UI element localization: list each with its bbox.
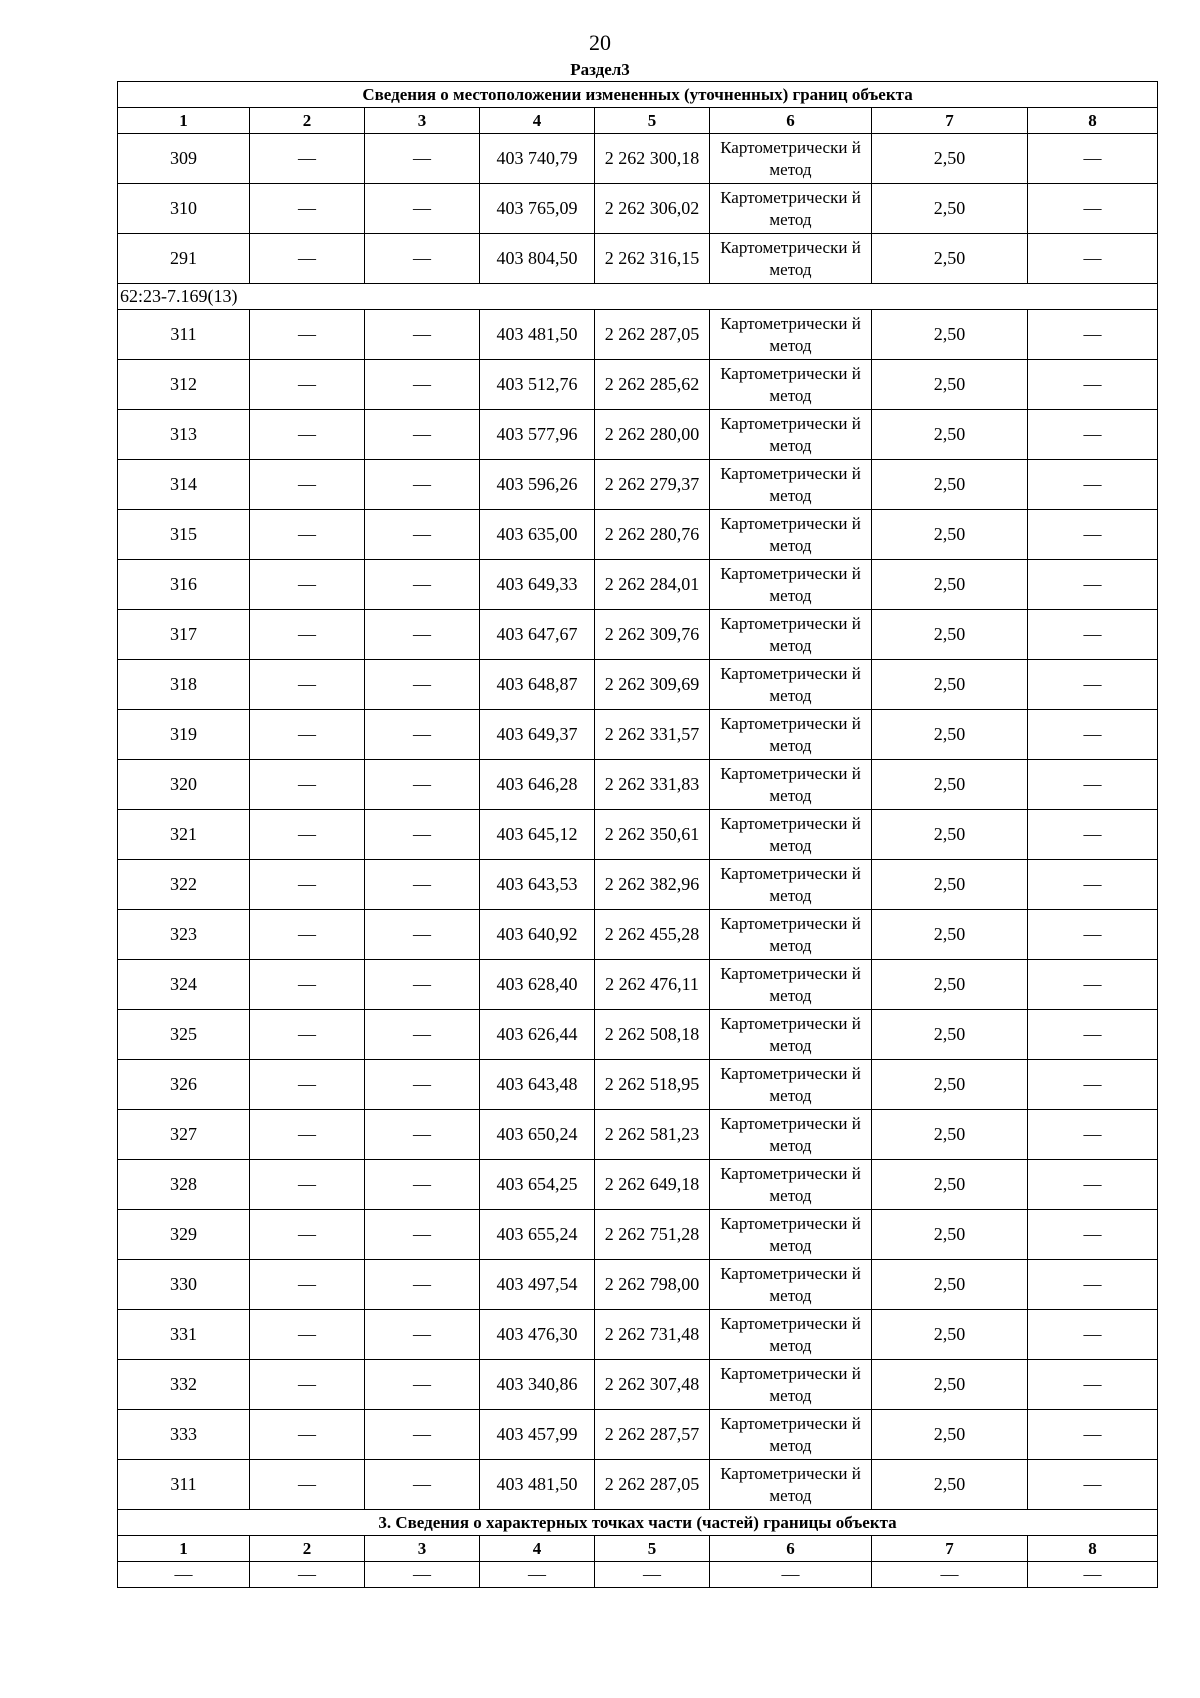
col3-cell: — xyxy=(365,1460,480,1510)
col3-cell: — xyxy=(365,1060,480,1110)
col2-cell: — xyxy=(250,1360,365,1410)
precision-cell: 2,50 xyxy=(872,184,1028,234)
page-number: 20 xyxy=(589,30,611,55)
method-cell: Картометрически й метод xyxy=(710,1060,872,1110)
precision-cell: 2,50 xyxy=(872,410,1028,460)
parts-column-number-3: 3 xyxy=(365,1536,480,1562)
table-row xyxy=(118,610,1158,660)
column-number-5: 5 xyxy=(595,108,710,134)
precision-cell: 2,50 xyxy=(872,560,1028,610)
method-cell: Картометрически й метод xyxy=(710,134,872,184)
table-row xyxy=(118,360,1158,410)
method-cell: Картометрически й метод xyxy=(710,610,872,660)
col8-cell: — xyxy=(1028,234,1158,284)
y-coordinate-cell: 2 262 455,28 xyxy=(595,910,710,960)
parts-section-header: 3. Сведения о характерных точках части (частей) границы объекта xyxy=(118,1510,1158,1536)
table-row xyxy=(118,1010,1158,1060)
col3-cell: — xyxy=(365,460,480,510)
x-coordinate-cell: 403 497,54 xyxy=(480,1260,595,1310)
col8-cell: — xyxy=(1028,910,1158,960)
method-cell: Картометрически й метод xyxy=(710,810,872,860)
point-number-cell: 310 xyxy=(118,184,250,234)
table-row xyxy=(118,1110,1158,1160)
col8-cell: — xyxy=(1028,1460,1158,1510)
method-cell: Картометрически й метод xyxy=(710,410,872,460)
y-coordinate-cell: 2 262 306,02 xyxy=(595,184,710,234)
col3-cell: — xyxy=(365,760,480,810)
y-coordinate-cell: 2 262 280,00 xyxy=(595,410,710,460)
parts-empty-cell: — xyxy=(872,1562,1028,1588)
point-number-cell: 309 xyxy=(118,134,250,184)
column-number-3: 3 xyxy=(365,108,480,134)
parts-empty-cell: — xyxy=(1028,1562,1158,1588)
col2-cell: — xyxy=(250,360,365,410)
parts-empty-cell: — xyxy=(480,1562,595,1588)
col2-cell: — xyxy=(250,1160,365,1210)
method-cell: Картометрически й метод xyxy=(710,960,872,1010)
col8-cell: — xyxy=(1028,960,1158,1010)
y-coordinate-cell: 2 262 284,01 xyxy=(595,560,710,610)
method-cell: Картометрически й метод xyxy=(710,310,872,360)
column-number-8: 8 xyxy=(1028,108,1158,134)
col2-cell: — xyxy=(250,1060,365,1110)
col3-cell: — xyxy=(365,960,480,1010)
col3-cell: — xyxy=(365,1110,480,1160)
parts-header-row xyxy=(118,1510,1158,1536)
col3-cell: — xyxy=(365,134,480,184)
parts-empty-cell: — xyxy=(710,1562,872,1588)
parts-empty-cell: — xyxy=(250,1562,365,1588)
col8-cell: — xyxy=(1028,1360,1158,1410)
col2-cell: — xyxy=(250,1410,365,1460)
precision-cell: 2,50 xyxy=(872,510,1028,560)
col8-cell: — xyxy=(1028,1060,1158,1110)
y-coordinate-cell: 2 262 307,48 xyxy=(595,1360,710,1410)
table-row xyxy=(118,460,1158,510)
method-cell: Картометрически й метод xyxy=(710,910,872,960)
method-cell: Картометрически й метод xyxy=(710,510,872,560)
parts-column-number-8: 8 xyxy=(1028,1536,1158,1562)
col8-cell: — xyxy=(1028,460,1158,510)
x-coordinate-cell: 403 647,67 xyxy=(480,610,595,660)
x-coordinate-cell: 403 643,53 xyxy=(480,860,595,910)
method-cell: Картометрически й метод xyxy=(710,1010,872,1060)
x-coordinate-cell: 403 626,44 xyxy=(480,1010,595,1060)
col3-cell: — xyxy=(365,510,480,560)
method-cell: Картометрически й метод xyxy=(710,360,872,410)
col3-cell: — xyxy=(365,1360,480,1410)
table-row xyxy=(118,1360,1158,1410)
col3-cell: — xyxy=(365,610,480,660)
point-number-cell: 330 xyxy=(118,1260,250,1310)
precision-cell: 2,50 xyxy=(872,1060,1028,1110)
y-coordinate-cell: 2 262 280,76 xyxy=(595,510,710,560)
x-coordinate-cell: 403 640,92 xyxy=(480,910,595,960)
point-number-cell: 317 xyxy=(118,610,250,660)
section-title: Раздел3 xyxy=(570,60,630,79)
col2-cell: — xyxy=(250,860,365,910)
column-number-4: 4 xyxy=(480,108,595,134)
point-number-cell: 329 xyxy=(118,1210,250,1260)
method-cell: Картометрически й метод xyxy=(710,1160,872,1210)
table-row xyxy=(118,1260,1158,1310)
precision-cell: 2,50 xyxy=(872,134,1028,184)
column-number-6: 6 xyxy=(710,108,872,134)
col3-cell: — xyxy=(365,810,480,860)
col8-cell: — xyxy=(1028,134,1158,184)
table-header: Сведения о местоположении измененных (уточненных) границ объекта xyxy=(118,82,1158,108)
col2-cell: — xyxy=(250,1310,365,1360)
col2-cell: — xyxy=(250,760,365,810)
y-coordinate-cell: 2 262 279,37 xyxy=(595,460,710,510)
coordinates-table xyxy=(117,81,1158,1588)
y-coordinate-cell: 2 262 331,57 xyxy=(595,710,710,760)
column-number-2: 2 xyxy=(250,108,365,134)
point-number-cell: 314 xyxy=(118,460,250,510)
precision-cell: 2,50 xyxy=(872,810,1028,860)
table-row xyxy=(118,710,1158,760)
y-coordinate-cell: 2 262 350,61 xyxy=(595,810,710,860)
col8-cell: — xyxy=(1028,1010,1158,1060)
col8-cell: — xyxy=(1028,1410,1158,1460)
col3-cell: — xyxy=(365,1410,480,1460)
point-number-cell: 311 xyxy=(118,1460,250,1510)
col2-cell: — xyxy=(250,960,365,1010)
col2-cell: — xyxy=(250,460,365,510)
point-number-cell: 324 xyxy=(118,960,250,1010)
precision-cell: 2,50 xyxy=(872,760,1028,810)
y-coordinate-cell: 2 262 300,18 xyxy=(595,134,710,184)
x-coordinate-cell: 403 804,50 xyxy=(480,234,595,284)
col3-cell: — xyxy=(365,860,480,910)
precision-cell: 2,50 xyxy=(872,960,1028,1010)
col2-cell: — xyxy=(250,1460,365,1510)
parts-column-number-7: 7 xyxy=(872,1536,1028,1562)
parts-empty-cell: — xyxy=(365,1562,480,1588)
point-number-cell: 316 xyxy=(118,560,250,610)
table-row xyxy=(118,134,1158,184)
y-coordinate-cell: 2 262 316,15 xyxy=(595,234,710,284)
y-coordinate-cell: 2 262 518,95 xyxy=(595,1060,710,1110)
precision-cell: 2,50 xyxy=(872,360,1028,410)
col3-cell: — xyxy=(365,1160,480,1210)
point-number-cell: 333 xyxy=(118,1410,250,1460)
col2-cell: — xyxy=(250,510,365,560)
table-row xyxy=(118,560,1158,610)
col8-cell: — xyxy=(1028,660,1158,710)
x-coordinate-cell: 403 512,76 xyxy=(480,360,595,410)
precision-cell: 2,50 xyxy=(872,610,1028,660)
col8-cell: — xyxy=(1028,410,1158,460)
x-coordinate-cell: 403 476,30 xyxy=(480,1310,595,1360)
x-coordinate-cell: 403 646,28 xyxy=(480,760,595,810)
point-number-cell: 311 xyxy=(118,310,250,360)
col8-cell: — xyxy=(1028,760,1158,810)
col8-cell: — xyxy=(1028,610,1158,660)
parts-column-number-row xyxy=(118,1536,1158,1562)
y-coordinate-cell: 2 262 476,11 xyxy=(595,960,710,1010)
point-number-cell: 322 xyxy=(118,860,250,910)
x-coordinate-cell: 403 655,24 xyxy=(480,1210,595,1260)
y-coordinate-cell: 2 262 285,62 xyxy=(595,360,710,410)
y-coordinate-cell: 2 262 309,69 xyxy=(595,660,710,710)
col2-cell: — xyxy=(250,710,365,760)
parts-empty-cell: — xyxy=(118,1562,250,1588)
table-row xyxy=(118,510,1158,560)
col2-cell: — xyxy=(250,184,365,234)
precision-cell: 2,50 xyxy=(872,1410,1028,1460)
precision-cell: 2,50 xyxy=(872,1260,1028,1310)
parts-column-number-2: 2 xyxy=(250,1536,365,1562)
y-coordinate-cell: 2 262 798,00 xyxy=(595,1260,710,1310)
table-header-row xyxy=(118,82,1158,108)
precision-cell: 2,50 xyxy=(872,1360,1028,1410)
parts-column-number-1: 1 xyxy=(118,1536,250,1562)
precision-cell: 2,50 xyxy=(872,460,1028,510)
x-coordinate-cell: 403 654,25 xyxy=(480,1160,595,1210)
col3-cell: — xyxy=(365,310,480,360)
table-row xyxy=(118,810,1158,860)
precision-cell: 2,50 xyxy=(872,910,1028,960)
method-cell: Картометрически й метод xyxy=(710,760,872,810)
x-coordinate-cell: 403 596,26 xyxy=(480,460,595,510)
col8-cell: — xyxy=(1028,1260,1158,1310)
precision-cell: 2,50 xyxy=(872,710,1028,760)
precision-cell: 2,50 xyxy=(872,860,1028,910)
x-coordinate-cell: 403 577,96 xyxy=(480,410,595,460)
col8-cell: — xyxy=(1028,1310,1158,1360)
point-number-cell: 323 xyxy=(118,910,250,960)
col2-cell: — xyxy=(250,810,365,860)
col2-cell: — xyxy=(250,1010,365,1060)
x-coordinate-cell: 403 765,09 xyxy=(480,184,595,234)
method-cell: Картометрически й метод xyxy=(710,1110,872,1160)
col3-cell: — xyxy=(365,234,480,284)
point-number-cell: 321 xyxy=(118,810,250,860)
table-row xyxy=(118,1060,1158,1110)
y-coordinate-cell: 2 262 287,05 xyxy=(595,310,710,360)
table-row xyxy=(118,860,1158,910)
col8-cell: — xyxy=(1028,560,1158,610)
precision-cell: 2,50 xyxy=(872,1460,1028,1510)
point-number-cell: 318 xyxy=(118,660,250,710)
col2-cell: — xyxy=(250,310,365,360)
col3-cell: — xyxy=(365,710,480,760)
y-coordinate-cell: 2 262 287,05 xyxy=(595,1460,710,1510)
col2-cell: — xyxy=(250,410,365,460)
y-coordinate-cell: 2 262 331,83 xyxy=(595,760,710,810)
col8-cell: — xyxy=(1028,310,1158,360)
method-cell: Картометрически й метод xyxy=(710,1260,872,1310)
col8-cell: — xyxy=(1028,360,1158,410)
y-coordinate-cell: 2 262 309,76 xyxy=(595,610,710,660)
precision-cell: 2,50 xyxy=(872,1110,1028,1160)
table-row xyxy=(118,1210,1158,1260)
point-number-cell: 331 xyxy=(118,1310,250,1360)
point-number-cell: 313 xyxy=(118,410,250,460)
x-coordinate-cell: 403 643,48 xyxy=(480,1060,595,1110)
col2-cell: — xyxy=(250,610,365,660)
y-coordinate-cell: 2 262 382,96 xyxy=(595,860,710,910)
col2-cell: — xyxy=(250,910,365,960)
col3-cell: — xyxy=(365,1310,480,1360)
col8-cell: — xyxy=(1028,1110,1158,1160)
x-coordinate-cell: 403 649,33 xyxy=(480,560,595,610)
column-number-7: 7 xyxy=(872,108,1028,134)
col3-cell: — xyxy=(365,410,480,460)
col3-cell: — xyxy=(365,1210,480,1260)
method-cell: Картометрически й метод xyxy=(710,660,872,710)
method-cell: Картометрически й метод xyxy=(710,560,872,610)
column-number-1: 1 xyxy=(118,108,250,134)
col2-cell: — xyxy=(250,134,365,184)
point-number-cell: 319 xyxy=(118,710,250,760)
x-coordinate-cell: 403 628,40 xyxy=(480,960,595,1010)
x-coordinate-cell: 403 650,24 xyxy=(480,1110,595,1160)
y-coordinate-cell: 2 262 581,23 xyxy=(595,1110,710,1160)
table-row xyxy=(118,1410,1158,1460)
col8-cell: — xyxy=(1028,810,1158,860)
point-number-cell: 312 xyxy=(118,360,250,410)
col3-cell: — xyxy=(365,910,480,960)
col3-cell: — xyxy=(365,1010,480,1060)
point-number-cell: 315 xyxy=(118,510,250,560)
method-cell: Картометрически й метод xyxy=(710,1360,872,1410)
precision-cell: 2,50 xyxy=(872,660,1028,710)
col8-cell: — xyxy=(1028,1210,1158,1260)
group-label-row xyxy=(118,284,1158,310)
method-cell: Картометрически й метод xyxy=(710,460,872,510)
table-row xyxy=(118,1160,1158,1210)
table-row xyxy=(118,310,1158,360)
y-coordinate-cell: 2 262 731,48 xyxy=(595,1310,710,1360)
parts-empty-cell: — xyxy=(595,1562,710,1588)
col8-cell: — xyxy=(1028,1160,1158,1210)
col8-cell: — xyxy=(1028,710,1158,760)
col8-cell: — xyxy=(1028,184,1158,234)
point-number-cell: 325 xyxy=(118,1010,250,1060)
col2-cell: — xyxy=(250,560,365,610)
x-coordinate-cell: 403 645,12 xyxy=(480,810,595,860)
method-cell: Картометрически й метод xyxy=(710,1210,872,1260)
table-row xyxy=(118,910,1158,960)
precision-cell: 2,50 xyxy=(872,1010,1028,1060)
col3-cell: — xyxy=(365,660,480,710)
group-label: 62:23-7.169(13) xyxy=(118,284,1158,310)
parts-column-number-5: 5 xyxy=(595,1536,710,1562)
table-row xyxy=(118,1310,1158,1360)
col2-cell: — xyxy=(250,1110,365,1160)
point-number-cell: 291 xyxy=(118,234,250,284)
point-number-cell: 320 xyxy=(118,760,250,810)
table-row xyxy=(118,184,1158,234)
precision-cell: 2,50 xyxy=(872,1310,1028,1360)
x-coordinate-cell: 403 648,87 xyxy=(480,660,595,710)
method-cell: Картометрически й метод xyxy=(710,860,872,910)
col2-cell: — xyxy=(250,234,365,284)
method-cell: Картометрически й метод xyxy=(710,710,872,760)
precision-cell: 2,50 xyxy=(872,1160,1028,1210)
col3-cell: — xyxy=(365,560,480,610)
table-row xyxy=(118,660,1158,710)
table-row xyxy=(118,960,1158,1010)
precision-cell: 2,50 xyxy=(872,234,1028,284)
method-cell: Картометрически й метод xyxy=(710,1460,872,1510)
x-coordinate-cell: 403 481,50 xyxy=(480,1460,595,1510)
col8-cell: — xyxy=(1028,860,1158,910)
parts-column-number-6: 6 xyxy=(710,1536,872,1562)
method-cell: Картометрически й метод xyxy=(710,1310,872,1360)
col3-cell: — xyxy=(365,360,480,410)
x-coordinate-cell: 403 340,86 xyxy=(480,1360,595,1410)
x-coordinate-cell: 403 649,37 xyxy=(480,710,595,760)
precision-cell: 2,50 xyxy=(872,310,1028,360)
y-coordinate-cell: 2 262 649,18 xyxy=(595,1160,710,1210)
method-cell: Картометрически й метод xyxy=(710,1410,872,1460)
col3-cell: — xyxy=(365,1260,480,1310)
point-number-cell: 332 xyxy=(118,1360,250,1410)
y-coordinate-cell: 2 262 287,57 xyxy=(595,1410,710,1460)
column-number-row xyxy=(118,108,1158,134)
table-row xyxy=(118,234,1158,284)
parts-column-number-4: 4 xyxy=(480,1536,595,1562)
x-coordinate-cell: 403 481,50 xyxy=(480,310,595,360)
table-row xyxy=(118,1460,1158,1510)
table-row xyxy=(118,760,1158,810)
table-row xyxy=(118,410,1158,460)
parts-empty-row xyxy=(118,1562,1158,1588)
point-number-cell: 326 xyxy=(118,1060,250,1110)
col2-cell: — xyxy=(250,660,365,710)
col2-cell: — xyxy=(250,1260,365,1310)
method-cell: Картометрически й метод xyxy=(710,234,872,284)
col3-cell: — xyxy=(365,184,480,234)
x-coordinate-cell: 403 740,79 xyxy=(480,134,595,184)
col2-cell: — xyxy=(250,1210,365,1260)
x-coordinate-cell: 403 457,99 xyxy=(480,1410,595,1460)
point-number-cell: 327 xyxy=(118,1110,250,1160)
x-coordinate-cell: 403 635,00 xyxy=(480,510,595,560)
point-number-cell: 328 xyxy=(118,1160,250,1210)
method-cell: Картометрически й метод xyxy=(710,184,872,234)
y-coordinate-cell: 2 262 751,28 xyxy=(595,1210,710,1260)
precision-cell: 2,50 xyxy=(872,1210,1028,1260)
y-coordinate-cell: 2 262 508,18 xyxy=(595,1010,710,1060)
col8-cell: — xyxy=(1028,510,1158,560)
